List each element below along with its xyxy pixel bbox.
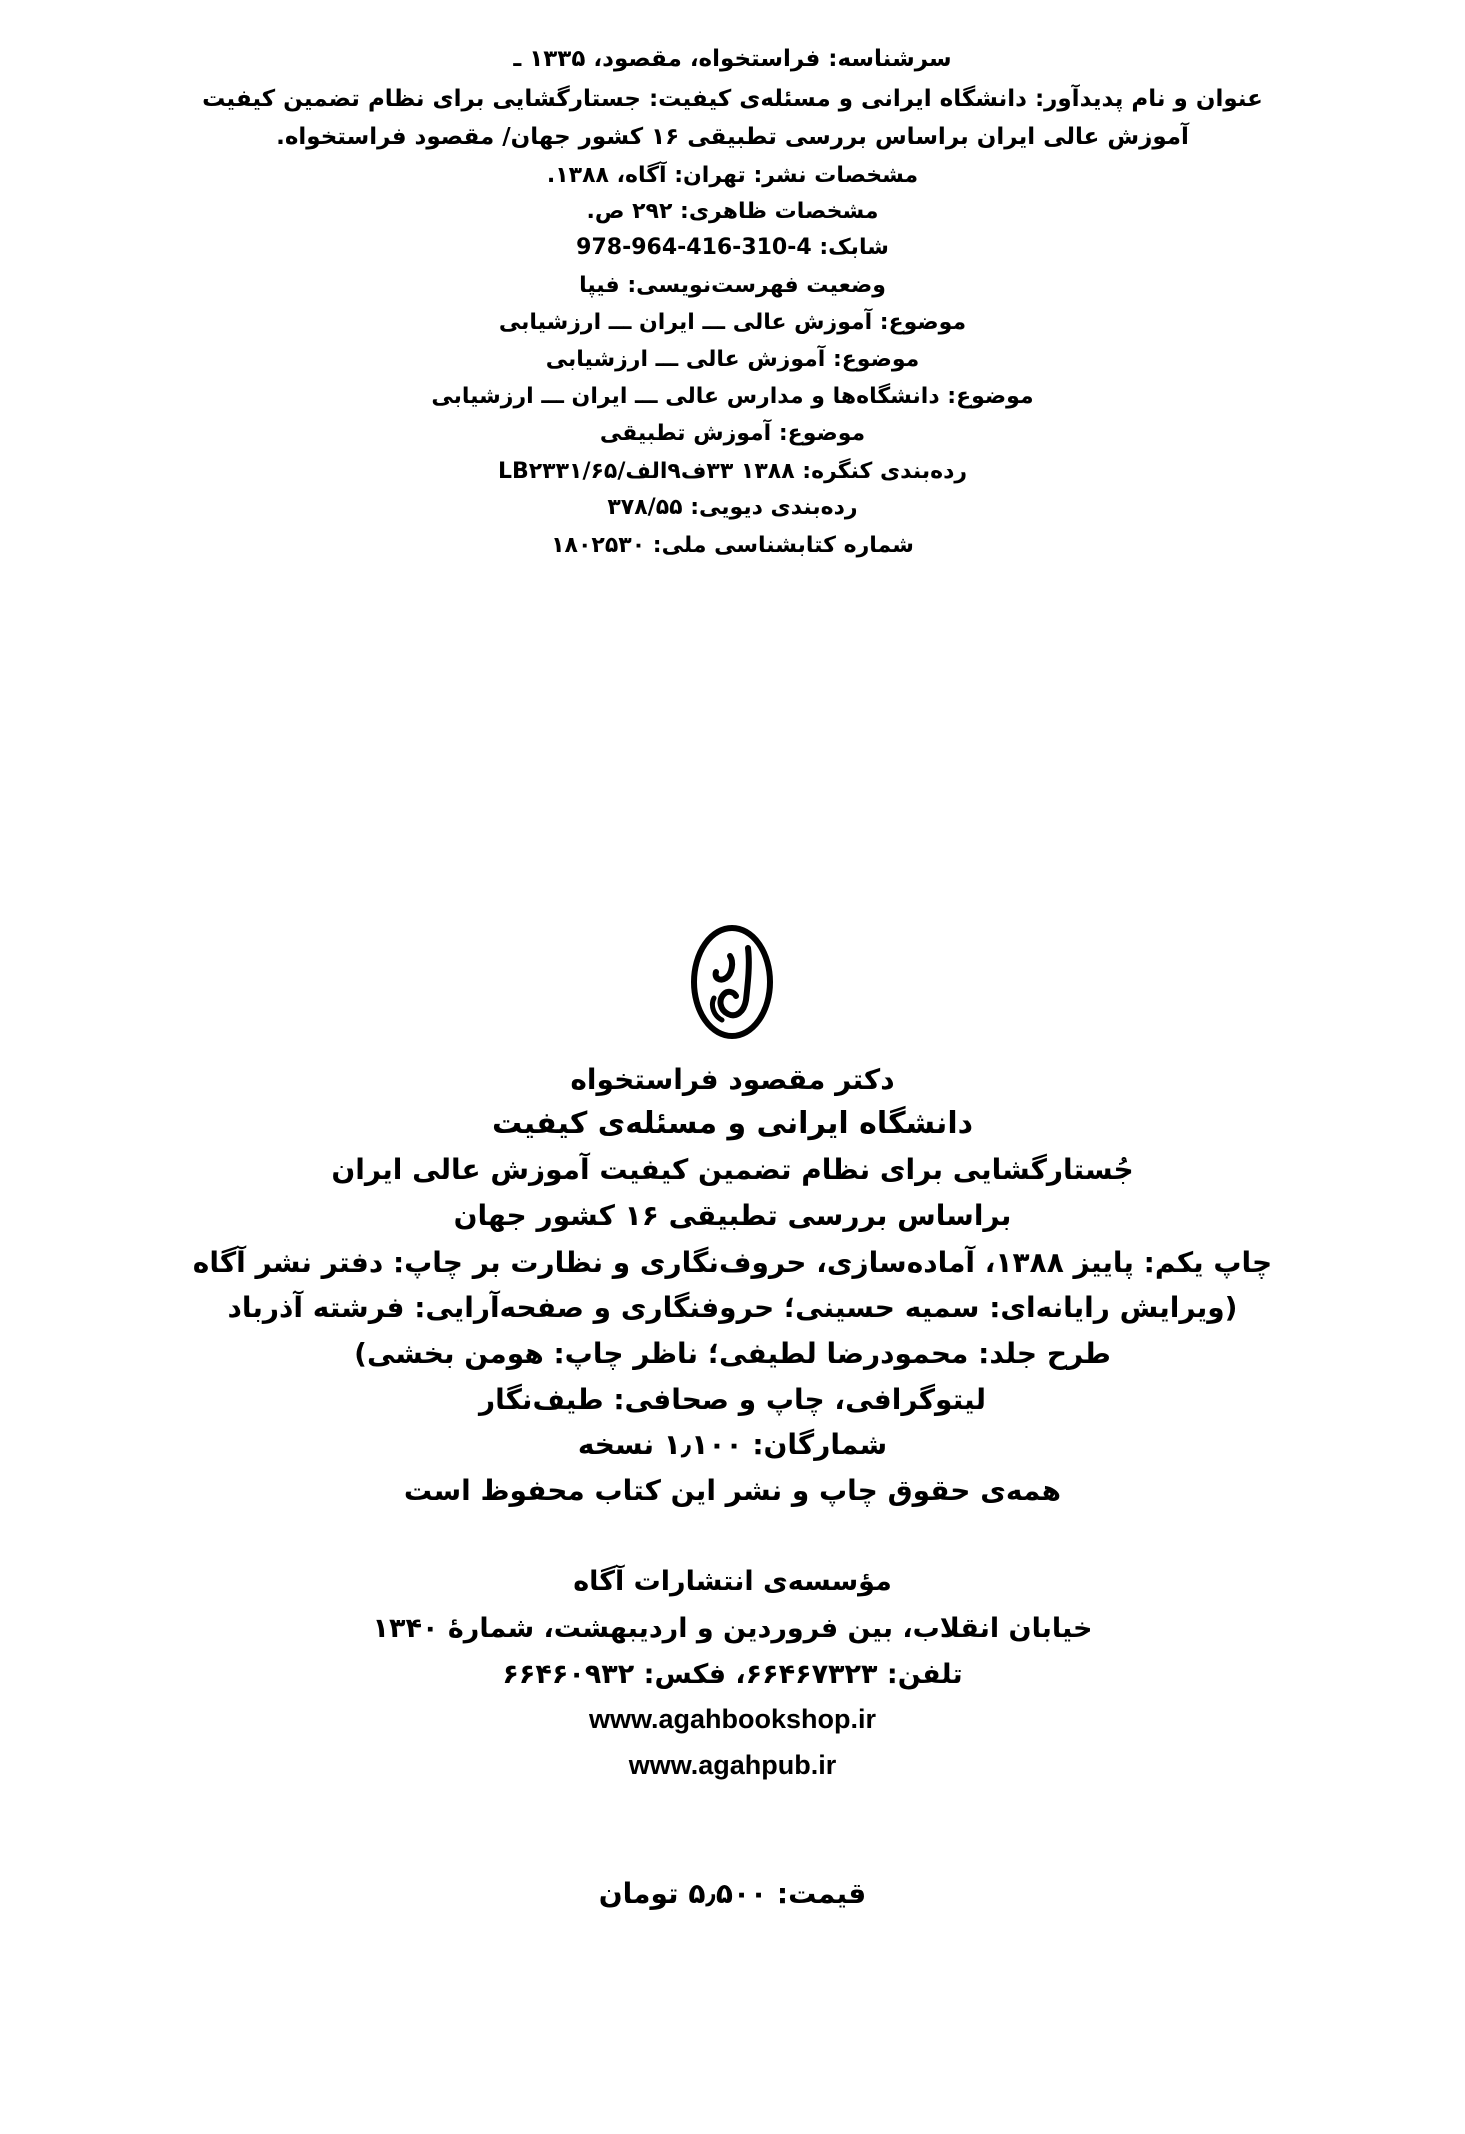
cip-header: سرشناسه: فراستخواه، مقصود، ۱۳۳۵ ـ — [513, 46, 952, 72]
publisher-website-bookshop: www.agahbookshop.ir — [588, 1704, 877, 1734]
publisher-website-main: www.agahpub.ir — [628, 1750, 837, 1780]
cip-subject-3: موضوع: دانشگاه‌ها و مدارس عالی ـــ ایران ـــ ارزشیابی — [431, 384, 1034, 409]
publisher-address: خیابان انقلاب، بین فروردین و اردیبهشت، شمارهٔ ۱۳۴۰ — [372, 1613, 1093, 1644]
cip-publication: مشخصات نشر: تهران: آگاه، ۱۳۸۸. — [546, 163, 919, 188]
cip-isbn-label: شابک: — [819, 235, 889, 260]
book-price: قیمت: ۵٫۵۰۰ تومان — [598, 1877, 867, 1910]
colophon-lithography: لیتوگرافی، چاپ و صحافی: طیف‌نگار — [479, 1383, 986, 1416]
cip-isbn — [0, 237, 1465, 259]
cip-lc-classification: رده‌بندی کنگره: ۱۳۸۸ ۳۳ف۹الف/۶۵/LB۲۳۳۱ — [497, 459, 968, 484]
colophon-copyright-notice: همه‌ی حقوق چاپ و نشر این کتاب محفوظ است — [403, 1474, 1062, 1507]
publisher-phone-fax: تلفن: ۶۶۴۶۷۳۲۳، فکس: ۶۶۴۶۰۹۳۲ — [502, 1659, 963, 1690]
cip-title-line-2: آموزش عالی ایران براساس بررسی تطبیقی ۱۶ کشور جهان/ مقصود فراستخواه. — [276, 124, 1189, 150]
cip-national-bibliography-number: شماره کتابشناسی ملی: ۱۸۰۲۵۳۰ — [551, 533, 914, 558]
colophon-author: دکتر مقصود فراستخواه — [570, 1063, 895, 1096]
cip-title-line-1: عنوان و نام پدیدآور: دانشگاه ایرانی و مسئله‌ی کیفیت: جستارگشایی برای نظام تضمین کیفیت — [202, 86, 1263, 112]
cip-status: وضعیت فهرست‌نویسی: فیپا — [579, 273, 886, 298]
cip-physical: مشخصات ظاهری: ۲۹۲ ص. — [586, 199, 879, 224]
colophon-print-run: شمارگان: ۱٫۱۰۰ نسخه — [577, 1428, 888, 1461]
colophon-subtitle-2: براساس بررسی تطبیقی ۱۶ کشور جهان — [453, 1199, 1012, 1232]
colophon-cover-credits: طرح جلد: محمودرضا لطیفی؛ ناظر چاپ: هومن بخشی) — [354, 1337, 1111, 1370]
colophon-editing-credits: (ویرایش رایانه‌ای: سمیه حسینی؛ حروفنگاری و صفحه‌آرایی: فرشته آذرباد — [227, 1291, 1238, 1324]
publisher-name: مؤسسه‌ی انتشارات آگاه — [573, 1566, 892, 1597]
cip-subject-1: موضوع: آموزش عالی ـــ ایران ـــ ارزشیابی — [498, 310, 967, 335]
cip-dewey-classification: رده‌بندی دیویی: ۳۷۸/۵۵ — [607, 495, 858, 520]
agah-publisher-logo — [688, 924, 776, 1040]
colophon-subtitle-1: جُستارگشایی برای نظام تضمین کیفیت آموزش عالی ایران — [331, 1153, 1134, 1186]
colophon-book-title: دانشگاه ایرانی و مسئله‌ی کیفیت — [492, 1106, 973, 1141]
cip-isbn-value: 978-964-416-310-4 — [576, 235, 812, 260]
cip-subject-2: موضوع: آموزش عالی ـــ ارزشیابی — [545, 347, 920, 372]
colophon-edition: چاپ یکم: پاییز ۱۳۸۸، آماده‌سازی، حروف‌نگاری و نظارت بر چاپ: دفتر نشر آگاه — [192, 1246, 1273, 1279]
cip-subject-4: موضوع: آموزش تطبیقی — [599, 421, 866, 446]
